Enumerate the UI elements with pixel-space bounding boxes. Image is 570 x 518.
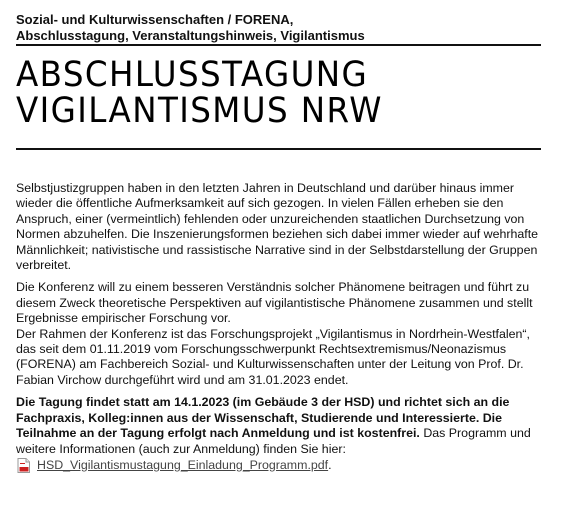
category-line-2: Abschlusstagung, Veranstaltungshinweis, Vigilantismus xyxy=(16,28,365,43)
top-divider xyxy=(16,44,541,46)
event-info-regular: Das Programm und weitere Informationen (auch zur Anmeldung) finden Sie hier: xyxy=(16,426,531,456)
attachment-row xyxy=(16,458,548,473)
title-divider xyxy=(16,148,541,150)
attachment-link[interactable]: HSD_Vigilantismustagung_Einladung_Programm.pdf xyxy=(37,457,329,472)
paragraph-project-context: Der Rahmen der Konferenz ist das Forschungsprojekt „Vigilantismus in Nordrhein-Westfalen“, das seit dem 01.11.2019 vom Forschungsschwerpunkt Rechtsextremismus/Neonazismus (FORENA) am Fachbereich Sozial- und Kulturwissenschaften unter der Leitung von Prof. Dr. Fabian Virchow durchgeführt wird und am 31.01.2023 endet. xyxy=(16,326,530,387)
paragraph-intro: Selbstjustizgruppen haben in den letzten Jahren in Deutschland und darüber hinaus immer wieder die öffentliche Aufmerksamkeit auf sich gezogen. In vielen Fällen erheben sie den Anspruch, einer (vermeintlich) fehlenden oder unzureichenden staatlichen Durchsetzung von Normen abzuhelfen. Die Inszenierungsformen beziehen sich dabei immer wieder auf wehrhafte Männlichkeit; nativistische und rassistische Narrative sind in der Selbstdarstellung der Gruppen verbreitet. xyxy=(16,181,539,273)
category-line-1: Sozial- und Kulturwissenschaften / FORENA, xyxy=(16,12,294,27)
attachment-period: . xyxy=(328,457,332,472)
title-line-2: VIGILANTISMUS NRW xyxy=(16,91,383,131)
pdf-file-icon xyxy=(16,458,32,473)
article-body xyxy=(16,181,548,473)
page-title xyxy=(16,57,546,129)
paragraph-event-info xyxy=(16,395,548,457)
event-info-bold: Die Tagung findet statt am 14.1.2023 (im Gebäude 3 der HSD) und richtet sich an die Fachpraxis, Kolleg:innen aus der Wissenschaft, Studierende und Interessierte. Die Teilnahme an der Tagung erfolgt nach Anmeldung und ist kostenfrei. xyxy=(16,395,510,441)
category-tags xyxy=(16,12,546,44)
paragraph-conference-goal: Die Konferenz will zu einem besseren Verständnis solcher Phänomene beitragen und führt zu diesem Zweck theoretische Perspektiven auf vigilantistische Phänomene zusammen und stellt Ergebnisse empirischer Forschung vor. xyxy=(16,280,533,326)
title-line-1: ABSCHLUSSTAGUNG xyxy=(16,55,369,95)
